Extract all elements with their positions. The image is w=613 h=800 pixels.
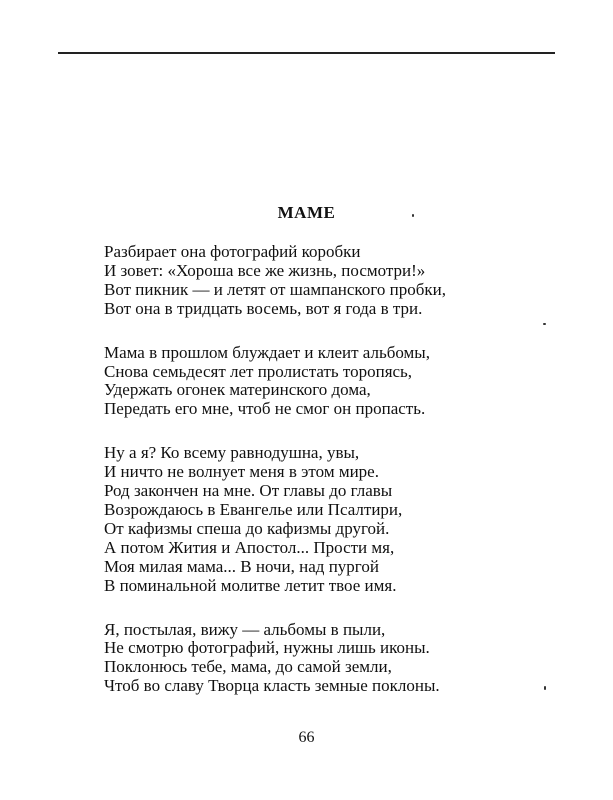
poem-line: Род закончен на мне. От главы до главы (104, 481, 393, 501)
scan-speck (543, 323, 546, 325)
scan-speck (544, 686, 546, 690)
poem-line: И ничто не волнует меня в этом мире. (104, 462, 379, 482)
poem-line: Удержать огонек материнского дома, (104, 380, 371, 400)
poem-line: Поклонюсь тебе, мама, до самой земли, (104, 657, 392, 677)
stanza-4 (104, 621, 564, 697)
stanza-2 (104, 344, 564, 420)
poem-title: МАМЕ (277, 203, 336, 222)
stanza-3 (104, 444, 564, 595)
page-number: 66 (298, 729, 315, 746)
poem-body (104, 243, 564, 721)
poem-line: Возрождаюсь в Евангелье или Псалтири, (104, 499, 403, 519)
poem-line: Снова семьдесят лет пролистать торопясь, (104, 361, 413, 381)
poem-line: От кафизмы спеша до кафизмы другой. (104, 518, 390, 538)
poem-line: Передать его мне, чтоб не смог он пропасть. (104, 399, 426, 419)
poem-line: И зовет: «Хороша все же жизнь, посмотри!» (104, 260, 426, 280)
poem-line: Вот она в тридцать восемь, вот я года в три. (104, 298, 423, 318)
poem-line: Вот пикник — и летят от шампанского пробки, (104, 279, 446, 299)
poem-line: Разбирает она фотографий коробки (104, 242, 361, 261)
poem-line: Чтоб во славу Творца класть земные поклоны. (104, 676, 440, 696)
poem-line: А потом Жития и Апостол... Прости мя, (104, 537, 395, 557)
poem-line: В поминальной молитве летит твое имя. (104, 575, 397, 595)
poem-line: Не смотрю фотографий, нужны лишь иконы. (104, 638, 430, 658)
scan-speck (412, 214, 414, 217)
poem-line: Я, постылая, вижу — альбомы в пыли, (104, 619, 386, 639)
poem-line: Мама в прошлом блуждает и клеит альбомы, (104, 342, 430, 362)
poem-line: Моя милая мама... В ночи, над пургой (104, 556, 379, 576)
poem-line: Ну а я? Ко всему равнодушна, увы, (104, 443, 360, 463)
stanza-1 (104, 243, 564, 319)
top-rule (58, 52, 555, 54)
